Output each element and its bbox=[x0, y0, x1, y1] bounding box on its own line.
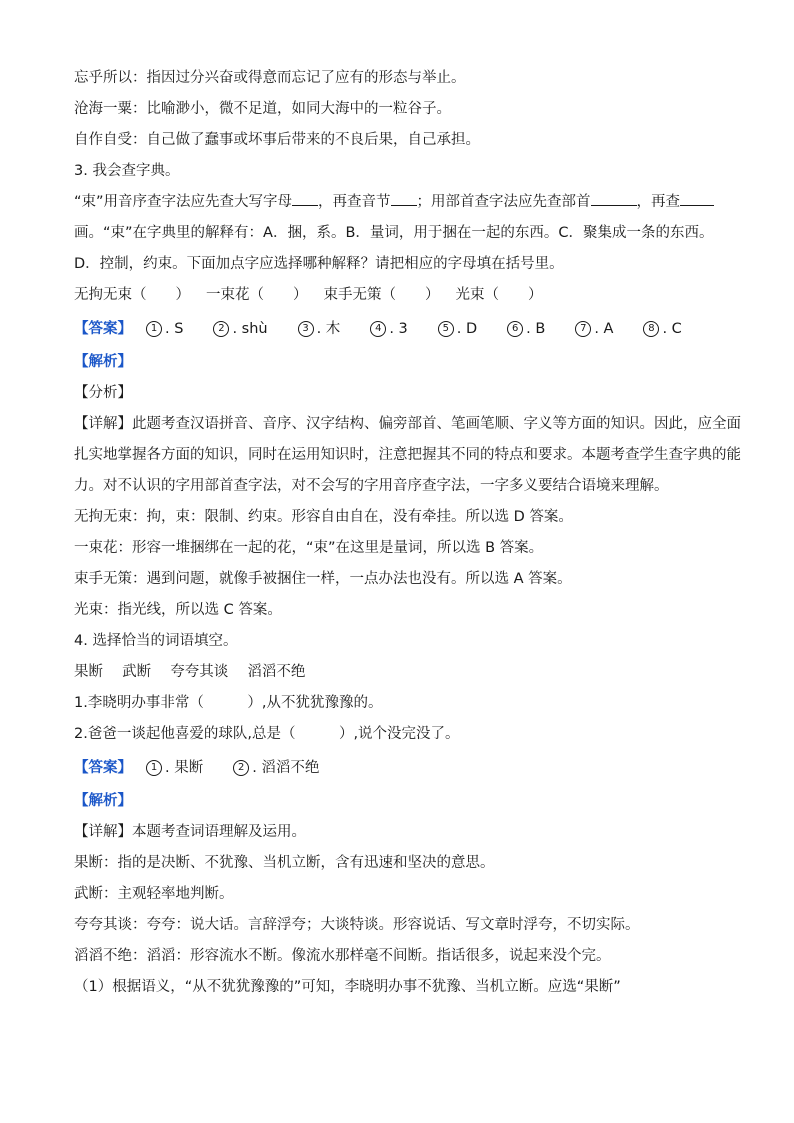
word-item: 光束（ ） bbox=[455, 287, 543, 303]
explain-line: 武断：主观轻率地判断。 bbox=[74, 886, 234, 902]
definition-line: 沧海一粟：比喻渺小，微不足道，如同大海中的一粒谷子。 bbox=[74, 101, 451, 117]
question-heading: 4. 选择恰当的词语填空。 bbox=[74, 633, 238, 649]
q3-text: “束”用音序查字法应先查大写字母 bbox=[74, 194, 293, 210]
q3-line-2: 画。“束”在字典里的解释有：A．捆，系。B．量词，用于捆在一起的东西。C．聚集成一条的东西。 bbox=[74, 225, 714, 241]
circled-number: 6 bbox=[507, 321, 523, 337]
fill-blank[interactable] bbox=[292, 191, 318, 206]
detail-line: 力。对不认识的字用部首查字法，对不会写的字用音序查字法，一字多义要结合语境来理解。 bbox=[74, 478, 669, 494]
explain-line: 果断：指的是决断、不犹豫、当机立断，含有迅速和坚决的意思。 bbox=[74, 855, 495, 871]
circled-number: 5 bbox=[438, 321, 454, 337]
definition-line: 忘乎所以：指因过分兴奋或得意而忘记了应有的形态与举止。 bbox=[74, 70, 466, 86]
explain-line: 束手无策：遇到问题，就像手被捆住一样，一点办法也没有。所以选 A 答案。 bbox=[74, 571, 572, 587]
answer-item: 8 . C bbox=[643, 311, 681, 347]
circled-number: 2 bbox=[233, 760, 249, 776]
word-item: 一束花（ ） bbox=[206, 287, 308, 303]
detail-line: 扎实地掌握各方面的知识，同时在运用知识时，注意把握其不同的特点和要求。本题考查学生查字典的能 bbox=[74, 447, 741, 463]
q3-text: ，再查音节 bbox=[318, 194, 391, 210]
detail-line: 【详解】此题考查汉语拼音、音序、汉字结构、偏旁部首、笔画笔顺、字义等方面的知识。因此，应全面 bbox=[74, 416, 741, 432]
answer-item: 6 . B bbox=[507, 311, 545, 347]
explain-line: 一束花：形容一堆捆绑在一起的花，“束”在这里是量词，所以选 B 答案。 bbox=[74, 540, 544, 556]
question-heading: 3. 我会查字典。 bbox=[74, 163, 180, 179]
fenxi-tag: 【分析】 bbox=[74, 385, 132, 401]
explain-line: 无拘无束：拘，束：限制、约束。形容自由自在，没有牵挂。所以选 D 答案。 bbox=[74, 509, 573, 525]
definition-line: 自作自受：自己做了蠢事或坏事后带来的不良后果，自己承担。 bbox=[74, 132, 480, 148]
answer-item: 7 . A bbox=[575, 311, 613, 347]
answer-item: 1 . S bbox=[146, 311, 183, 347]
answer-item: 2 . shù bbox=[213, 311, 267, 347]
answer-item: 1 . 果断 bbox=[146, 750, 203, 786]
answer-item: 3 . 木 bbox=[298, 311, 341, 347]
explain-line: 光束：指光线，所以选 C 答案。 bbox=[74, 602, 282, 618]
answer-row bbox=[74, 311, 734, 347]
explain-line: 夸夸其谈：夸夸：说大话。言辞浮夸；大谈特谈。形容说话、写文章时浮夸，不切实际。 bbox=[74, 917, 640, 933]
circled-number: 2 bbox=[213, 321, 229, 337]
document-content bbox=[74, 63, 741, 1003]
answer-item: 5 . D bbox=[438, 311, 477, 347]
q3-words bbox=[74, 280, 734, 311]
q3-line-3: D．控制，约束。下面加点字应选择哪种解释？请把相应的字母填在括号里。 bbox=[74, 256, 564, 272]
explain-line: 滔滔不绝：滔滔：形容流水不断。像流水那样毫不间断。指话很多，说起来没个完。 bbox=[74, 948, 611, 964]
fill-blank[interactable] bbox=[591, 191, 637, 206]
circled-number: 7 bbox=[575, 321, 591, 337]
fill-blank[interactable] bbox=[391, 191, 417, 206]
fill-blank[interactable] bbox=[680, 191, 714, 206]
q3-text: ；用部首查字法应先查部首 bbox=[416, 194, 591, 210]
sentence-1: 1.李晓明办事非常（ ）,从不犹犹豫豫的。 bbox=[74, 695, 383, 711]
q3-line-1 bbox=[74, 187, 734, 218]
word-item: 束手无策（ ） bbox=[323, 287, 440, 303]
word-options: 果断 武断 夸夸其谈 滔滔不绝 bbox=[74, 664, 306, 680]
answer-item: 2 . 滔滔不绝 bbox=[233, 750, 319, 786]
circled-number: 8 bbox=[643, 321, 659, 337]
circled-number: 1 bbox=[146, 760, 162, 776]
answer-item: 4 . 3 bbox=[370, 311, 407, 347]
q3-text: ，再查 bbox=[636, 194, 681, 210]
analysis-tag: 【解析】 bbox=[74, 793, 132, 809]
answer-tag: 【答案】 bbox=[74, 321, 132, 337]
answer-tag: 【答案】 bbox=[74, 760, 132, 776]
answer-row bbox=[74, 750, 734, 786]
circled-number: 3 bbox=[298, 321, 314, 337]
explain-line: 【详解】本题考查词语理解及运用。 bbox=[74, 824, 306, 840]
sentence-2: 2.爸爸一谈起他喜爱的球队,总是（ ）,说个没完没了。 bbox=[74, 726, 460, 742]
explain-line: （1）根据语义，“从不犹犹豫豫的”可知，李晓明办事不犹豫、当机立断。应选“果断” bbox=[74, 979, 621, 995]
analysis-tag: 【解析】 bbox=[74, 354, 132, 370]
word-item: 无拘无束（ ） bbox=[74, 287, 190, 303]
circled-number: 1 bbox=[146, 321, 162, 337]
circled-number: 4 bbox=[370, 321, 386, 337]
